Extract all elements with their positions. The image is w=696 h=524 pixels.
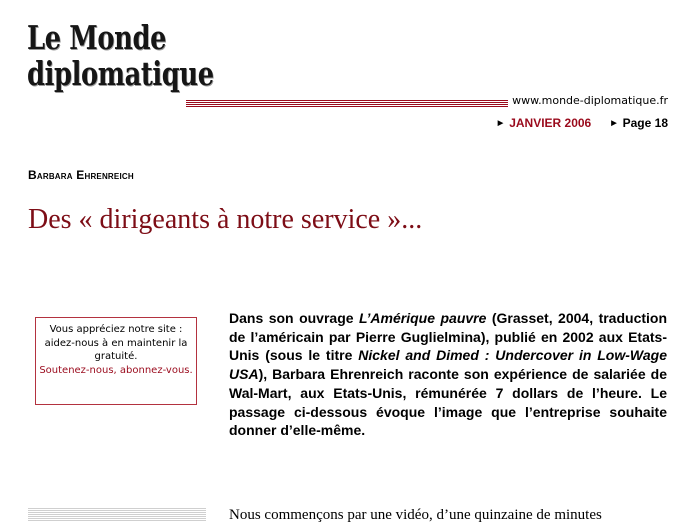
issue-page bbox=[611, 116, 668, 130]
issue-month-label: JANVIER 2006 bbox=[509, 116, 592, 130]
logo-line-2: diplomatique bbox=[27, 54, 214, 93]
triangle-right-icon: ▶ bbox=[611, 120, 617, 127]
triangle-right-icon: ▶ bbox=[497, 120, 504, 127]
article-body: Nous commençons par une vidéo, d’une quinzaine de minutes bbox=[229, 507, 602, 523]
article-lead bbox=[229, 309, 667, 440]
logo-line-1: Le Monde bbox=[27, 18, 167, 57]
issue-month bbox=[498, 116, 591, 130]
subscribe-link[interactable]: Soutenez-nous, abonnez-vous. bbox=[39, 364, 193, 376]
issue-page-label: Page 18 bbox=[622, 116, 668, 130]
support-promo-box bbox=[35, 317, 197, 405]
dotted-separator bbox=[28, 508, 206, 522]
lead-text-3: ), Barbara Ehrenreich raconte son expérience de salariée de Wal-Mart, aux Etats-Unis, rémunérée 7 dollars de l’heure. Le passage ci-dessous évoque l’image que l’entreprise souhaite donner d’elle-même. bbox=[229, 366, 667, 439]
site-url-link[interactable]: www.monde-diplomatique.fr bbox=[508, 94, 668, 107]
masthead-logo[interactable] bbox=[27, 20, 266, 92]
article-title: Des « dirigeants à notre service »... bbox=[28, 204, 423, 235]
lead-book-fr: L’Amérique pauvre bbox=[359, 310, 487, 326]
issue-bar bbox=[498, 116, 668, 130]
lead-text-2: (Grasset, 2004, traduction de l’américain par Pierre Guglielmina), publié en 2002 aux Etats-Unis (sous le titre bbox=[229, 310, 668, 364]
lead-text-1: Dans son ouvrage bbox=[229, 310, 360, 326]
promo-text: Vous appréciez notre site : aidez-nous à en maintenir la gratuité. bbox=[44, 324, 188, 362]
article-author: Barbara Ehrenreich bbox=[28, 168, 134, 182]
lead-book-en: Nickel and Dimed : Undercover in Low-Wage USA bbox=[229, 347, 667, 383]
